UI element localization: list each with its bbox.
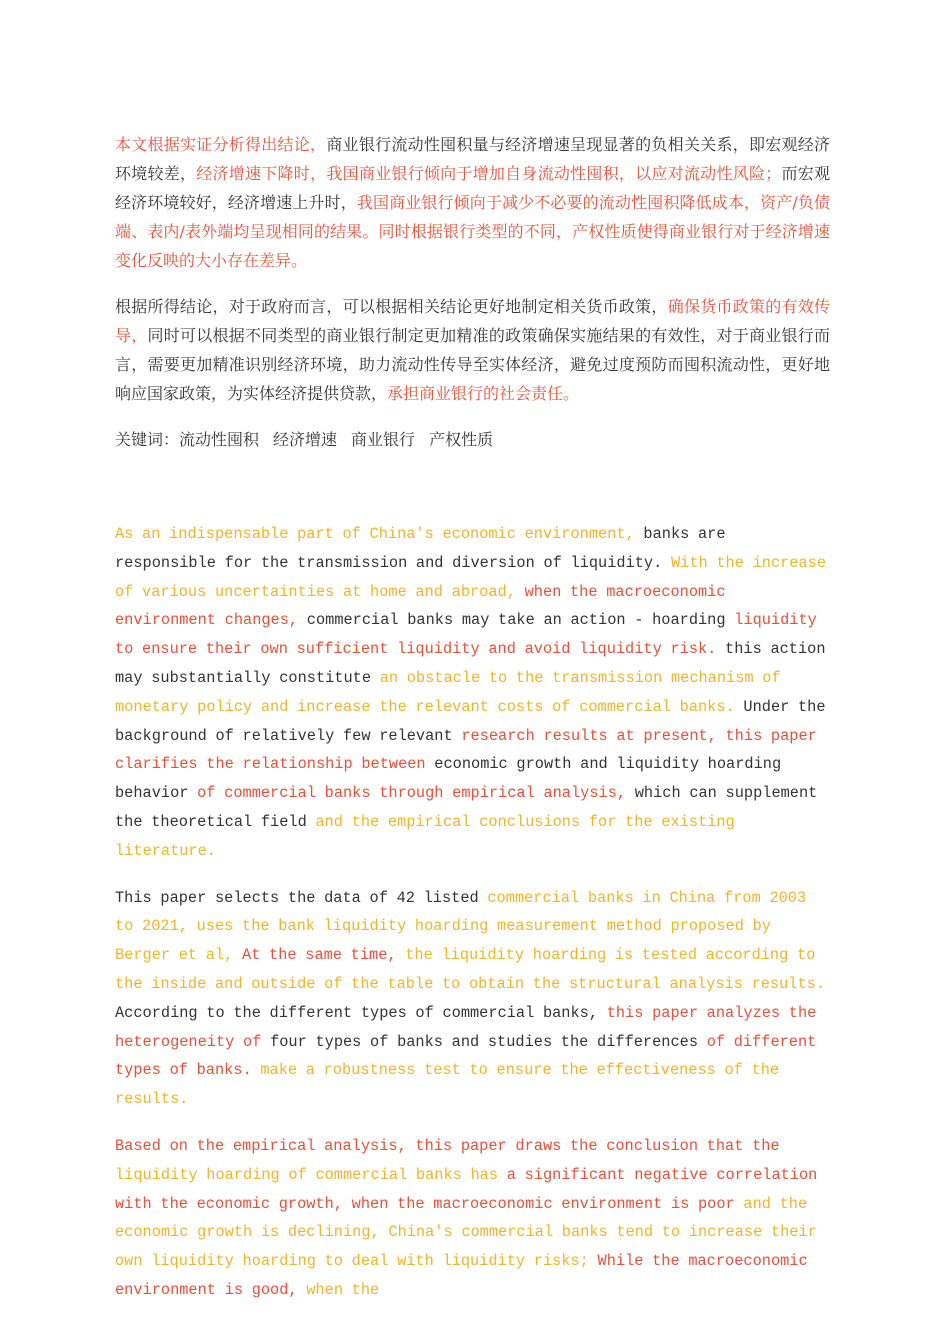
keyword: 经济增速	[273, 430, 338, 449]
document-body	[115, 130, 830, 1323]
text-segment: four types of banks and studies the differences	[270, 1032, 707, 1051]
text-segment: At the same time,	[242, 946, 406, 965]
text-segment: of commercial banks through empirical analysis,	[197, 784, 635, 803]
text-segment: 同时可以根据不同类型的商业银行制定更加精准的政策确保实施结果的有效性，对于商业银行而言，需要更加精准识别经济环境，助力流动性传导至实体经济，避免过度预防而囤积流动性，更好地响应国家政策，为实体经济提供贷款，	[115, 326, 830, 403]
text-segment: when the macroeconomic environment changes,	[115, 582, 726, 630]
text-segment: make a robustness test to ensure the effectiveness of the results.	[115, 1061, 780, 1109]
text-segment: an obstacle to the transmission mechanism of monetary policy and increase the relevant costs of commercial banks.	[115, 668, 781, 716]
section-gap	[115, 454, 830, 520]
text-segment: commercial banks may take an action - hoarding	[306, 611, 735, 630]
text-segment: when the	[306, 1280, 380, 1299]
text-segment: liquidity to ensure their own sufficient liquidity and avoid liquidity risk.	[115, 611, 817, 659]
text-segment: this action may substantially constitute	[115, 640, 826, 687]
text-segment: banks are responsible for the transmission and diversion of liquidity.	[115, 525, 726, 572]
text-segment: 本文根据实证分析得出结论，	[115, 135, 327, 154]
text-segment: this paper analyzes the heterogeneity of	[115, 1003, 817, 1051]
text-segment: 经济增速下降时，我国商业银行倾向于增加自身流动性囤积，以应对流动性风险；	[196, 164, 782, 183]
text-segment: With the increase of various uncertainties at home and abroad,	[115, 553, 827, 601]
text-segment: commercial banks in China from 2003 to 2021, uses the bank liquidity hoarding measurement method proposed by Berger et al,	[115, 888, 807, 965]
keywords-label: 关键词：	[115, 430, 180, 449]
keyword: 产权性质	[429, 430, 494, 449]
text-segment: of different types of banks.	[115, 1032, 817, 1080]
cn-abstract-paragraph-2	[115, 292, 830, 408]
text-segment: 商业银行流动性囤积量与经济增速呈现显著的负相关关系，即宏观经济环境较差，	[115, 135, 830, 183]
en-abstract-paragraph-3	[115, 1132, 830, 1305]
en-abstract-paragraph-2	[115, 884, 830, 1114]
text-segment: and the economic growth is declining, China's commercial banks tend to increase their own liquidity hoarding to deal with liquidity risks;	[115, 1194, 817, 1271]
text-segment: economic growth and liquidity hoarding behavior	[115, 755, 782, 803]
text-segment: which can supplement the theoretical field	[115, 784, 818, 831]
text-segment: the liquidity hoarding is tested according to the inside and outside of the table to obtain the structural analysis results.	[115, 946, 826, 993]
keywords-line	[115, 425, 830, 454]
text-segment: and the empirical conclusions for the existing literature.	[115, 812, 735, 860]
text-segment: Based on the empirical analysis, this paper draws the conclusion that the	[115, 1136, 780, 1155]
text-segment: Under the background of relatively few relevant	[115, 697, 826, 745]
text-segment: As an indispensable part of China's economic environment,	[115, 525, 644, 543]
text-segment: While the macroeconomic environment is good,	[115, 1252, 808, 1299]
text-segment: 而宏观经济环境较好，经济增速上升时，	[115, 164, 830, 212]
text-segment: 确保货币政策的有效传导，	[115, 297, 830, 345]
keyword: 流动性囤积	[179, 430, 260, 449]
text-segment: 根据所得结论，对于政府而言，可以根据相关结论更好地制定相关货币政策，	[115, 297, 668, 316]
text-segment: liquidity hoarding of commercial banks has	[115, 1165, 507, 1184]
text-segment: research results at present, this paper clarifies the relationship between	[115, 726, 817, 774]
text-segment: According to the different types of commercial banks,	[115, 1003, 607, 1022]
en-abstract-paragraph-1	[115, 520, 830, 866]
text-segment: a significant negative correlation with the economic growth, when the macroeconomic environment is poor	[115, 1165, 818, 1213]
text-segment: 承担商业银行的社会责任。	[387, 384, 580, 403]
keyword: 商业银行	[351, 430, 416, 449]
cn-abstract-paragraph-1	[115, 130, 830, 275]
text-segment: This paper selects the data of 42 listed	[115, 888, 488, 907]
text-segment: 我国商业银行倾向于减少不必要的流动性囤积降低成本，资产/负债端、表内/表外端均呈现相同的结果。同时根据银行类型的不同，产权性质使得商业银行对于经济增速变化反映的大小存在差异。	[115, 193, 830, 270]
